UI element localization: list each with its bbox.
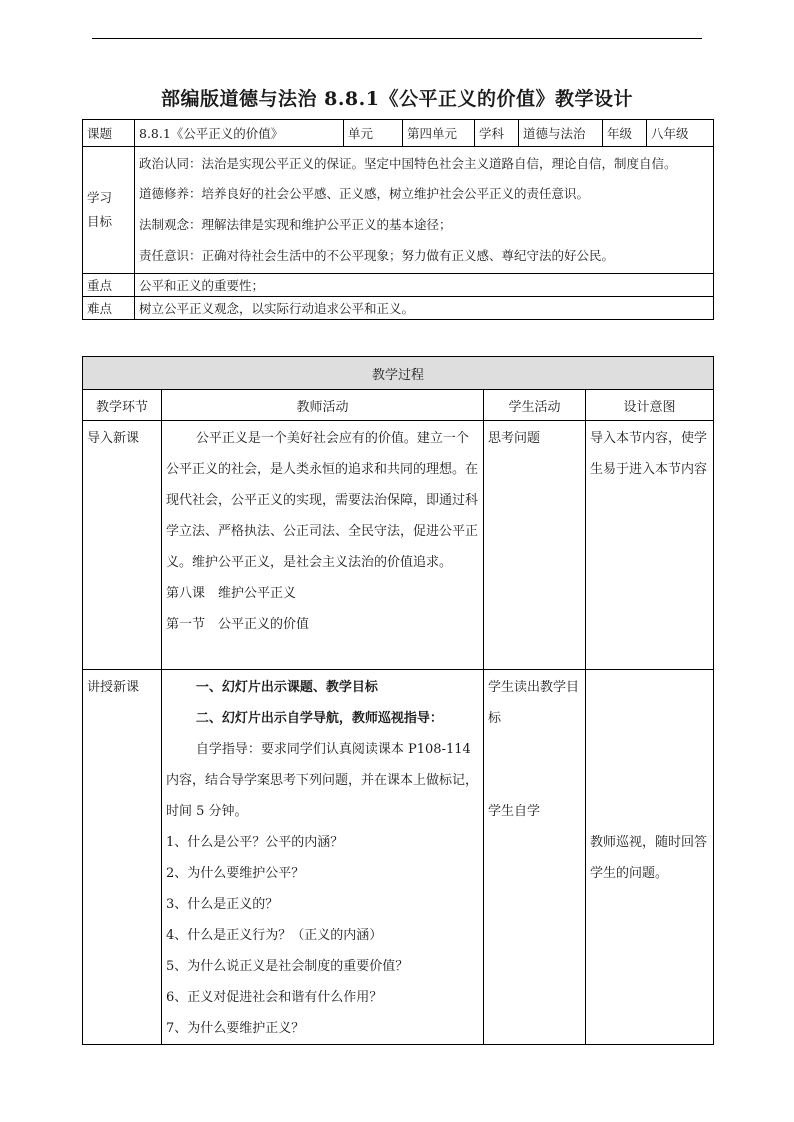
table-row <box>83 670 714 1045</box>
goals-label: 学习 目标 <box>83 147 135 274</box>
difficulty-value: 树立公平正义观念，以实际行动追求公平和正义。 <box>135 297 714 320</box>
unit-label: 单元 <box>344 120 403 147</box>
goal-item: 政治认同：法治是实现公平正义的保证。坚定中国特色社会主义道路自信，理论自信，制度自信。 <box>139 156 677 171</box>
process-header-row <box>83 390 714 421</box>
teacher-cell: 公平正义是一个美好社会应有的价值。建立一个公平正义的社会，是人类永恒的追求和共同的理想。在现代社会，公平正义的实现，需要法治保障，即通过科学立法、严格执法、公正司法、全民守法，促进公平正义。维护公平正义，是社会主义法治的价值追求。 第八课 维护公平正义 第一节 公平正义的价值 <box>162 421 484 670</box>
header-student: 学生活动 <box>484 390 586 421</box>
goal-item: 责任意识：正确对待社会生活中的不公平现象；努力做有正义感、尊纪守法的好公民。 <box>139 248 615 263</box>
document-title: 部编版道德与法治 8.8.1《公平正义的价值》教学设计 <box>160 88 633 110</box>
grade-value: 八年级 <box>647 120 714 147</box>
unit-value: 第四单元 <box>403 120 475 147</box>
goal-item: 道德修养：培养良好的社会公平感、正义感，树立维护社会公平正义的责任意识。 <box>139 186 590 201</box>
topic-label: 课题 <box>83 120 135 147</box>
stage-cell: 导入新课 <box>83 421 162 670</box>
key-point-row <box>83 274 714 297</box>
key-point-label: 重点 <box>83 274 135 297</box>
goal-item: 法制观念：理解法律是实现和维护公平正义的基本途径； <box>139 217 452 232</box>
subject-label: 学科 <box>475 120 519 147</box>
difficulty-label: 难点 <box>83 297 135 320</box>
teacher-cell: 一、幻灯片出示课题、教学目标 二、幻灯片出示自学导航，教师巡视指导： 自学指导：要求同学们认真阅读课本 P108-114 内容，结合导学案思考下列问题，并在课本上做标记，时间 5 分钟。 1、什么是公平？公平的内涵？ 2、为什么要维护公平？ 3、什么是正义的？ 4、什么是正义行为？（正义的内涵） 5、为什么说正义是社会制度的重要价值？ 6、正义对促进社会和谐有什么作用？ 7、为什么要维护正义？ <box>162 670 484 1045</box>
intent-cell: 教师巡视，随时回答学生的问题。 <box>586 670 714 1045</box>
teaching-process-table <box>82 356 714 1045</box>
intent-cell: 导入本节内容，使学生易于进入本节内容 <box>586 421 714 670</box>
difficulty-row <box>83 297 714 320</box>
course-info-table <box>82 119 714 320</box>
student-cell: 学生读出教学目标 学生自学 <box>484 670 586 1045</box>
student-cell: 思考问题 <box>484 421 586 670</box>
grade-label: 年级 <box>603 120 647 147</box>
process-band: 教学过程 <box>83 357 714 390</box>
header-rule <box>92 38 702 39</box>
header-intent: 设计意图 <box>586 390 714 421</box>
header-stage: 教学环节 <box>83 390 162 421</box>
goals-row <box>83 147 714 274</box>
key-point-value: 公平和正义的重要性； <box>135 274 714 297</box>
header-teacher: 教师活动 <box>162 390 484 421</box>
subject-value: 道德与法治 <box>519 120 603 147</box>
process-band-row <box>83 357 714 390</box>
goals-content <box>135 147 714 274</box>
topic-value: 8.8.1《公平正义的价值》 <box>135 120 344 147</box>
table-row <box>83 421 714 670</box>
course-info-row <box>83 120 714 147</box>
stage-cell: 讲授新课 <box>83 670 162 1045</box>
